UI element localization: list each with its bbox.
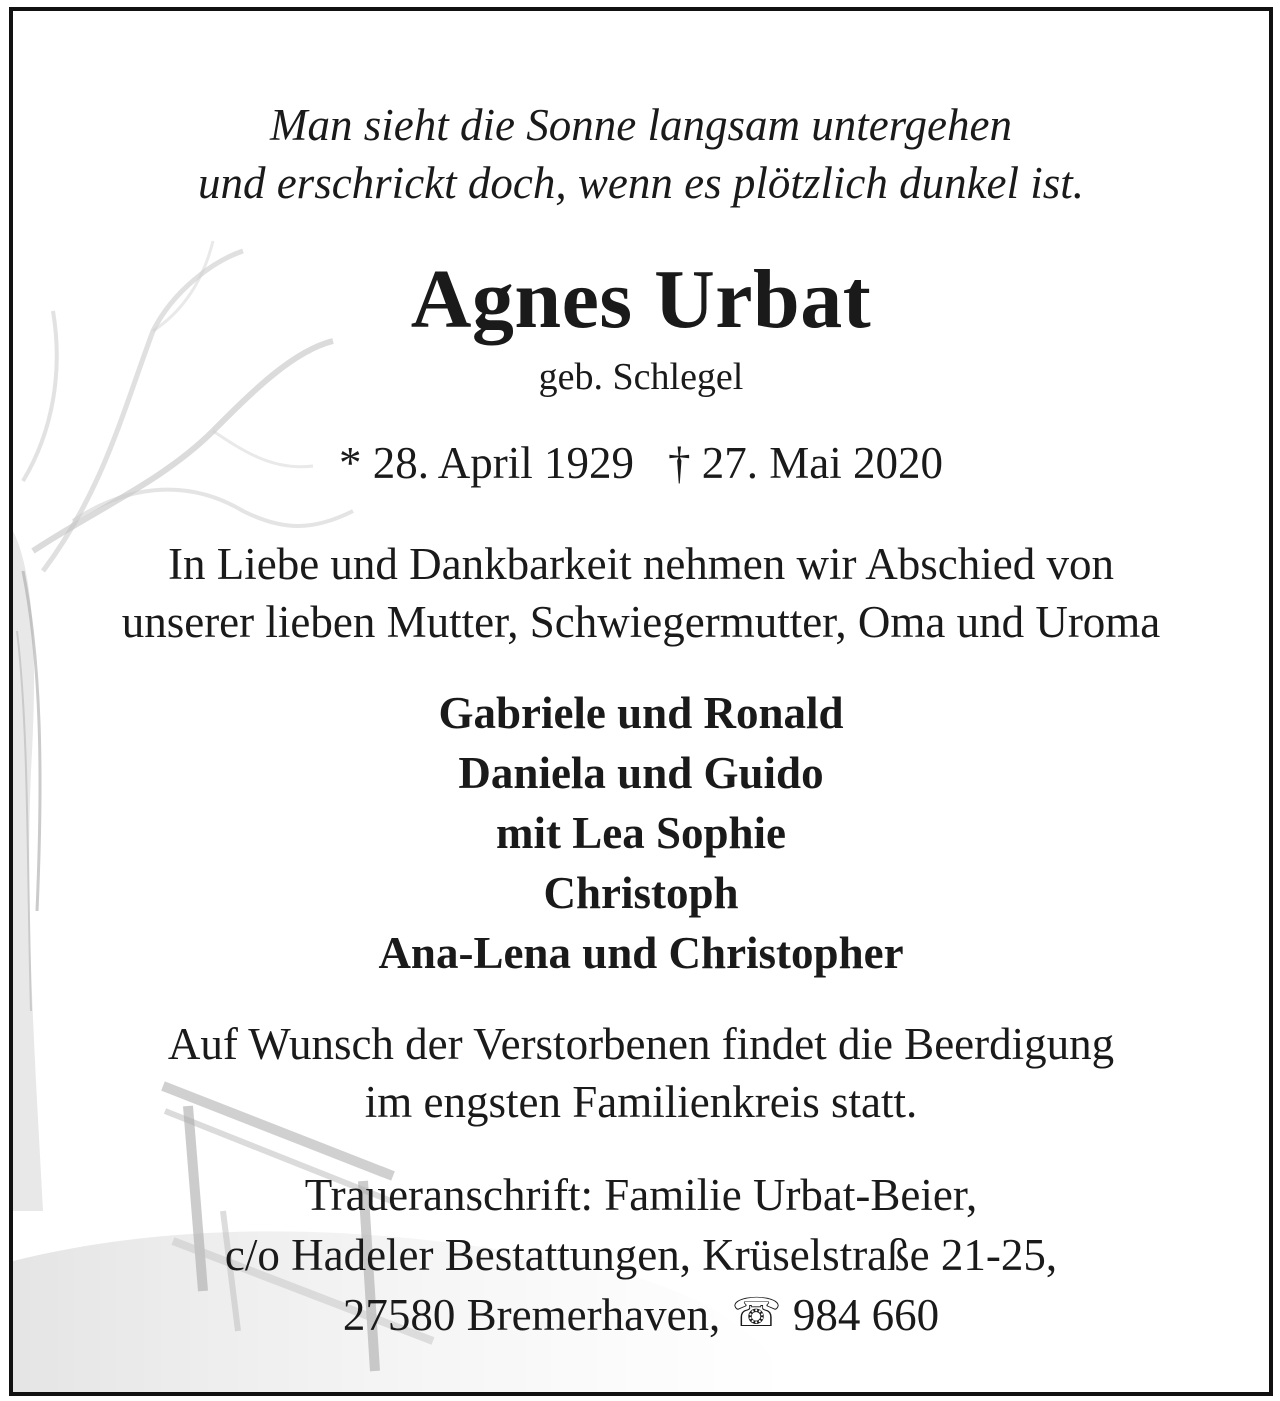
birth-name: geb. Schlegel	[538, 356, 744, 398]
life-dates	[13, 436, 1269, 490]
family-member-3: mit Lea Sophie	[495, 808, 787, 858]
address-line-3	[13, 1284, 1269, 1344]
birth-date: * 28. April 1929	[338, 438, 634, 488]
notice-text	[13, 11, 1269, 1392]
farewell-line-1: In Liebe und Dankbarkeit nehmen wir Abschied von	[168, 539, 1114, 589]
family-member-1: Gabriele und Ronald	[438, 688, 844, 738]
death-date: † 27. Mai 2020	[668, 438, 943, 488]
telephone-icon: ☏	[731, 1290, 782, 1335]
quote-line-1: Man sieht die Sonne langsam untergehen	[270, 100, 1012, 150]
deceased-name: Agnes Urbat	[410, 253, 872, 346]
phone-number: 984 660	[792, 1290, 940, 1340]
address-line-1: Traueranschrift: Familie Urbat-Beier,	[304, 1170, 978, 1220]
address-line-2: c/o Hadeler Bestattungen, Krüselstraße 21-25,	[224, 1230, 1058, 1280]
family-member-4: Christoph	[543, 868, 739, 918]
family-member-5: Ana-Lena und Christopher	[378, 928, 904, 978]
obituary-notice	[9, 7, 1273, 1396]
family-member-2: Daniela und Guido	[458, 748, 824, 798]
address-city: 27580 Bremerhaven,	[342, 1290, 721, 1340]
quote-line-2: und erschrickt doch, wenn es plötzlich dunkel ist.	[197, 158, 1085, 208]
farewell-line-2: unserer lieben Mutter, Schwiegermutter, Oma und Uroma	[121, 597, 1161, 647]
funeral-line-1: Auf Wunsch der Verstorbenen findet die Beerdigung	[167, 1019, 1115, 1069]
funeral-line-2: im engsten Familienkreis statt.	[364, 1077, 918, 1127]
